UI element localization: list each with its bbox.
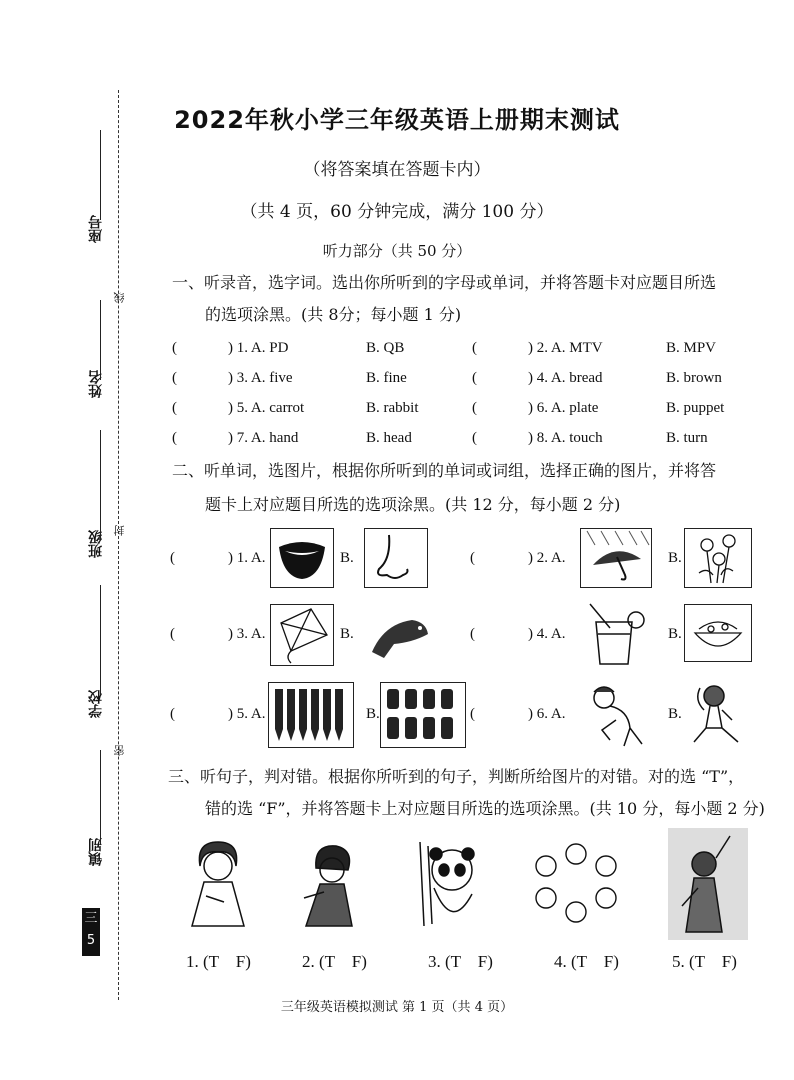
question-6-option-b: B. puppet <box>666 400 725 416</box>
class-line[interactable] <box>100 430 101 540</box>
girl-pointing-picture <box>186 836 250 930</box>
page-badge <box>82 908 100 956</box>
judge-item-2[interactable]: 2. (T F) <box>302 952 367 971</box>
question-1-option-b: B. QB <box>366 340 405 356</box>
fish-picture <box>364 604 434 664</box>
section1-line2: 的选项涂黑。(共 8分；每小题 1 分) <box>205 305 462 324</box>
kite-picture <box>270 604 334 666</box>
name-line[interactable] <box>100 300 101 380</box>
noodles-picture <box>684 604 752 662</box>
question-7-option-b: B. head <box>366 430 412 446</box>
answer-paren[interactable]: ( <box>170 706 175 722</box>
question-4-option-b: B. brown <box>666 370 722 386</box>
answer-paren[interactable]: ( <box>470 626 475 642</box>
judge-item-5[interactable]: 5. (T F) <box>672 952 737 971</box>
question-7: ) 7. A. hand <box>228 430 299 446</box>
picture-question-1: ) 1. A. <box>228 550 266 566</box>
cut-mark-secret: 密 <box>113 745 126 756</box>
section2-line1: 二、听单词，选图片，根据你所听到的单词或词组，选择正确的图片，并将答 <box>172 461 717 480</box>
umbrella-rain-picture <box>580 528 652 588</box>
exam-info: （共 4 页，60 分钟完成，满分 100 分） <box>240 202 554 222</box>
answer-paren[interactable]: ( <box>172 400 177 416</box>
school-line[interactable] <box>100 585 101 695</box>
question-5: ) 5. A. carrot <box>228 400 305 416</box>
picture-question-2: ) 2. A. <box>528 550 566 566</box>
listening-part-heading: 听力部分（共 50 分） <box>322 242 472 260</box>
question-8-option-b: B. turn <box>666 430 708 446</box>
town-label: 镇别 <box>88 838 104 866</box>
mouth-picture <box>270 528 334 588</box>
question-5-option-b: B. rabbit <box>366 400 419 416</box>
child-sitting-picture <box>688 680 748 750</box>
answer-paren[interactable]: ( <box>170 550 175 566</box>
section2-line2: 题卡上对应题目所选的选项涂黑。(共 12 分，每小题 2 分) <box>205 495 621 514</box>
picture-question-4: ) 4. A. <box>528 626 566 642</box>
question-3: ) 3. A. five <box>228 370 293 386</box>
question-1: ) 1. A. PD <box>228 340 289 356</box>
question-4: ) 4. A. bread <box>528 370 603 386</box>
exam-title: 2022年秋小学三年级英语上册期末测试 <box>174 106 620 134</box>
child-bending-picture <box>580 680 650 750</box>
answer-paren[interactable]: ( <box>172 430 177 446</box>
section3-line2: 错的选 “F”，并将答题卡上对应题目所选的选项涂黑。(共 10 分，每小题 2 分) <box>205 799 765 818</box>
picture-question-6: ) 6. A. <box>528 706 566 722</box>
answer-paren[interactable]: ( <box>472 430 477 446</box>
answer-paren[interactable]: ( <box>170 626 175 642</box>
girl-touching-head-picture <box>668 828 748 940</box>
option-b-label: B. <box>340 626 354 642</box>
question-3-option-b: B. fine <box>366 370 407 386</box>
answer-paren[interactable]: ( <box>470 550 475 566</box>
name-label: 姓名 <box>88 370 104 398</box>
option-b-label: B. <box>668 550 682 566</box>
pencils-picture <box>380 682 466 748</box>
answer-paren[interactable]: ( <box>172 340 177 356</box>
answer-paren[interactable]: ( <box>472 370 477 386</box>
picture-question-3: ) 3. A. <box>228 626 266 642</box>
judge-item-1[interactable]: 1. (T F) <box>186 952 251 971</box>
cut-mark-seal: 封 <box>113 525 126 536</box>
option-b-label: B. <box>366 706 380 722</box>
page-footer: 三年级英语模拟测试 第 1 页（共 4 页） <box>280 1000 514 1015</box>
nose-picture <box>364 528 428 588</box>
answer-paren[interactable]: ( <box>472 340 477 356</box>
oranges-picture <box>528 840 624 926</box>
question-2: ) 2. A. MTV <box>528 340 603 356</box>
school-label: 学校 <box>88 690 104 718</box>
option-b-label: B. <box>668 626 682 642</box>
judge-item-3[interactable]: 3. (T F) <box>428 952 493 971</box>
boy-pointing-picture <box>296 840 362 930</box>
answer-instruction: （将答案填在答题卡内） <box>303 160 491 180</box>
section3-line1: 三、听句子，判对错。根据你所听到的句子，判断所给图片的对错。对的选 “T”， <box>168 767 745 786</box>
badge-top: 三 <box>84 911 98 926</box>
option-b-label: B. <box>340 550 354 566</box>
question-6: ) 6. A. plate <box>528 400 599 416</box>
picture-question-5: ) 5. A. <box>228 706 266 722</box>
question-8: ) 8. A. touch <box>528 430 603 446</box>
answer-paren[interactable]: ( <box>172 370 177 386</box>
question-2-option-b: B. MPV <box>666 340 717 356</box>
dashed-cut-line <box>118 90 119 1000</box>
option-b-label: B. <box>668 706 682 722</box>
town-line[interactable] <box>100 750 101 845</box>
section1-line1: 一、听录音，选字词。选出你所听到的字母或单词，并将答题卡对应题目所选 <box>172 273 717 292</box>
crayons-picture <box>268 682 354 748</box>
class-label: 班级 <box>88 530 104 558</box>
seat-no-label: 座号 <box>88 215 104 243</box>
judge-item-4[interactable]: 4. (T F) <box>554 952 619 971</box>
answer-paren[interactable]: ( <box>470 706 475 722</box>
cut-mark-line: 线 <box>113 292 126 303</box>
juice-picture <box>584 600 650 668</box>
flowers-picture <box>684 528 752 588</box>
answer-paren[interactable]: ( <box>472 400 477 416</box>
badge-bottom: 5 <box>86 933 96 948</box>
panda-bamboo-picture <box>410 838 484 928</box>
